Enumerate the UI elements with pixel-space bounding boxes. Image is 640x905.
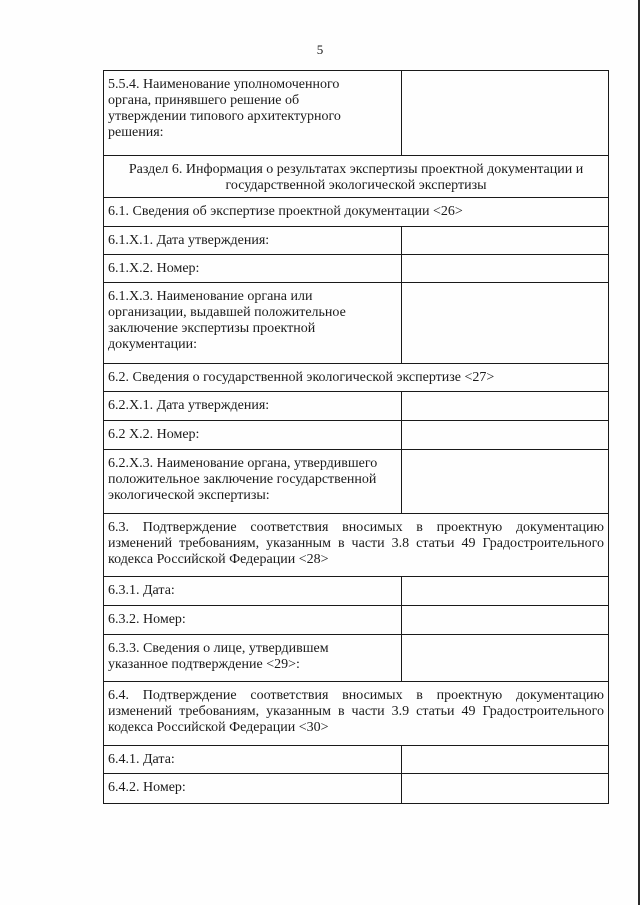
field-label: 6.1.X.1. Дата утверждения: [104, 227, 402, 255]
page-number: 5 [316, 42, 324, 57]
table-row [104, 421, 609, 450]
table-row [104, 283, 609, 364]
table-row [104, 514, 609, 577]
subsection-header: 6.3. Подтверждение соответствия вносимых в проектную документацию изменений требованиям, указанным в части 3.8 статьи 49 Градостроительного кодекса Российской Федерации <28> [104, 514, 609, 577]
section-title: Раздел 6. Информация о результатах экспертизы проектной документации и государственной экологической экспертизы [104, 156, 609, 198]
field-label: 6.4.1. Дата: [104, 746, 402, 774]
field-label: 6.1.X.2. Номер: [104, 255, 402, 283]
field-value [402, 71, 609, 156]
table-row [104, 364, 609, 392]
table-row [104, 774, 609, 804]
table-row [104, 577, 609, 606]
field-value [402, 774, 609, 804]
field-value [402, 255, 609, 283]
field-value [402, 635, 609, 682]
field-label: 5.5.4. Наименование уполномоченного органа, принявшего решение об утверждении типового архитектурного решения: [104, 71, 402, 156]
table-row [104, 746, 609, 774]
table-row [104, 682, 609, 746]
table-row [104, 606, 609, 635]
table-row [104, 198, 609, 227]
table-row [104, 156, 609, 198]
field-label: 6.3.2. Номер: [104, 606, 402, 635]
subsection-header: 6.2. Сведения о государственной экологической экспертизе <27> [104, 364, 609, 392]
field-value [402, 577, 609, 606]
field-label: 6.2 X.2. Номер: [104, 421, 402, 450]
form-table [103, 70, 609, 804]
table-row [104, 635, 609, 682]
field-value [402, 746, 609, 774]
table-row [104, 392, 609, 421]
field-value [402, 227, 609, 255]
table-row [104, 450, 609, 514]
table-row [104, 255, 609, 283]
field-value [402, 392, 609, 421]
field-value [402, 421, 609, 450]
table-row [104, 227, 609, 255]
field-label: 6.2.X.1. Дата утверждения: [104, 392, 402, 421]
field-label: 6.3.1. Дата: [104, 577, 402, 606]
subsection-header: 6.4. Подтверждение соответствия вносимых в проектную документацию изменений требованиям, указанным в части 3.9 статьи 49 Градостроительного кодекса Российской Федерации <30> [104, 682, 609, 746]
table-row [104, 71, 609, 156]
field-value [402, 283, 609, 364]
field-value [402, 450, 609, 514]
field-label: 6.1.X.3. Наименование органа или организации, выдавшей положительное заключение экспертизы проектной документации: [104, 283, 402, 364]
field-label: 6.4.2. Номер: [104, 774, 402, 804]
field-label: 6.2.X.3. Наименование органа, утвердившего положительное заключение государственной экологической экспертизы: [104, 450, 402, 514]
field-label: 6.3.3. Сведения о лице, утвердившем указанное подтверждение <29>: [104, 635, 402, 682]
subsection-header: 6.1. Сведения об экспертизе проектной документации <26> [104, 198, 609, 227]
field-value [402, 606, 609, 635]
